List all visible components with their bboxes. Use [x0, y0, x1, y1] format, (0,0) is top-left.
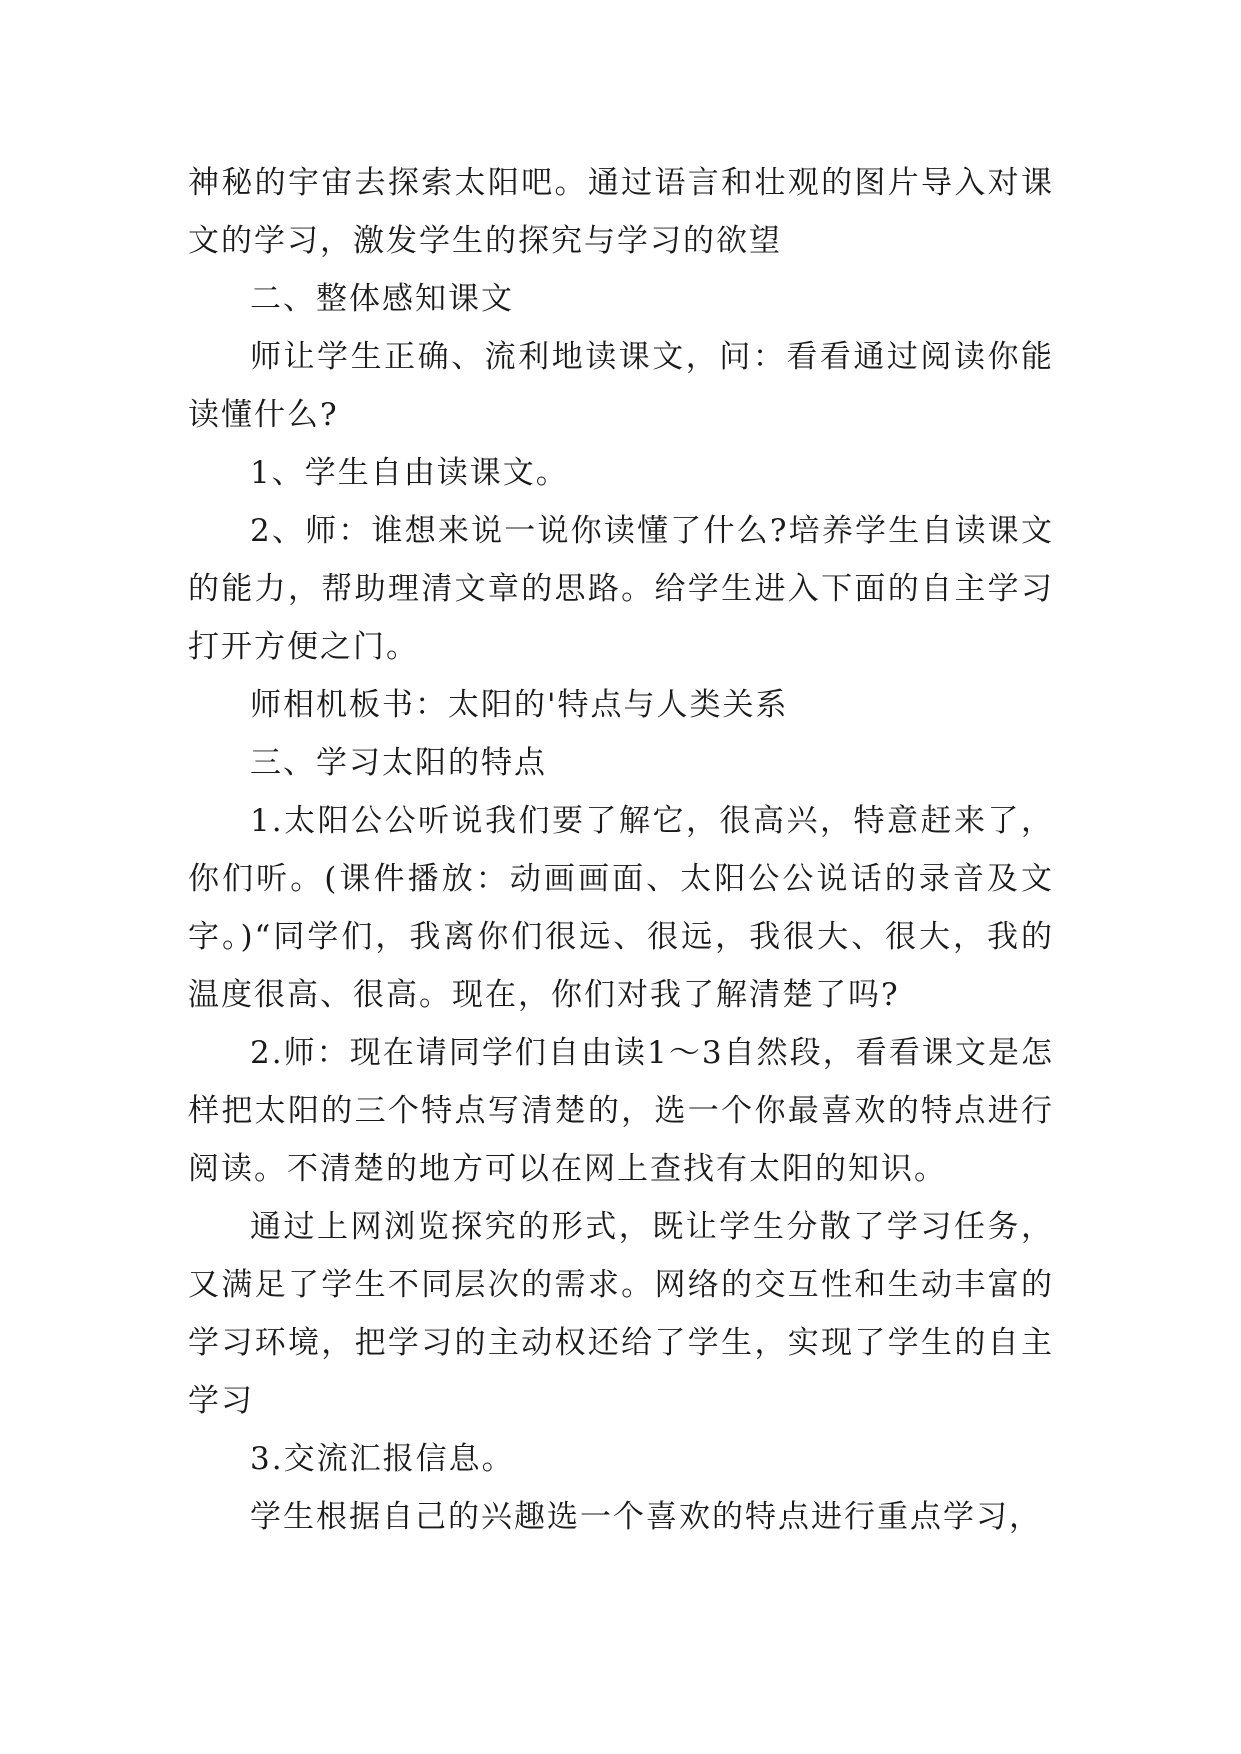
list-item-free-read-paragraphs: 2.师：现在请同学们自由读1～3自然段，看看课文是怎样把太阳的三个特点写清楚的，选一个你最喜欢的特点进行阅读。不清楚的地方可以在网上查找有太阳的知识。: [188, 1035, 1054, 1187]
paragraph-interest-study: 学生根据自己的兴趣选一个喜欢的特点进行重点学习，: [250, 1499, 1042, 1535]
section-heading-sun-features: 三、学习太阳的特点: [250, 745, 547, 781]
list-item-free-reading: 1、学生自由读课文。: [250, 455, 569, 491]
section-heading-overall-perception: 二、整体感知课文: [250, 281, 514, 317]
paragraph-intro-continuation: 神秘的宇宙去探索太阳吧。通过语言和壮观的图片导入对课文的学习，激发学生的探究与学习的欲望: [188, 165, 1054, 259]
document-body: [188, 154, 1054, 1546]
paragraph-online-exploration: 通过上网浏览探究的形式，既让学生分散了学习任务，又满足了学生不同层次的需求。网络的交互性和生动丰富的学习环境，把学习的主动权还给了学生，实现了学生的自主学习: [188, 1209, 1054, 1419]
paragraph-read-text: 师让学生正确、流利地读课文，问：看看通过阅读你能读懂什么?: [188, 339, 1054, 433]
list-item-report-information: 3.交流汇报信息。: [250, 1441, 515, 1477]
list-item-share-understanding: 2、师：谁想来说一说你读懂了什么?培养学生自读课文的能力，帮助理清文章的思路。给学生进入下面的自主学习打开方便之门。: [188, 513, 1054, 665]
list-item-sun-speaks: 1.太阳公公听说我们要了解它，很高兴，特意赶来了，你们听。(课件播放：动画画面、太阳公公说话的录音及文字。)“同学们，我离你们很远、很远，我很大、很大，我的温度很高、很高。现在，你们对我了解清楚了吗?: [188, 803, 1054, 1013]
paragraph-blackboard-note: 师相机板书：太阳的'特点与人类关系: [250, 687, 789, 723]
